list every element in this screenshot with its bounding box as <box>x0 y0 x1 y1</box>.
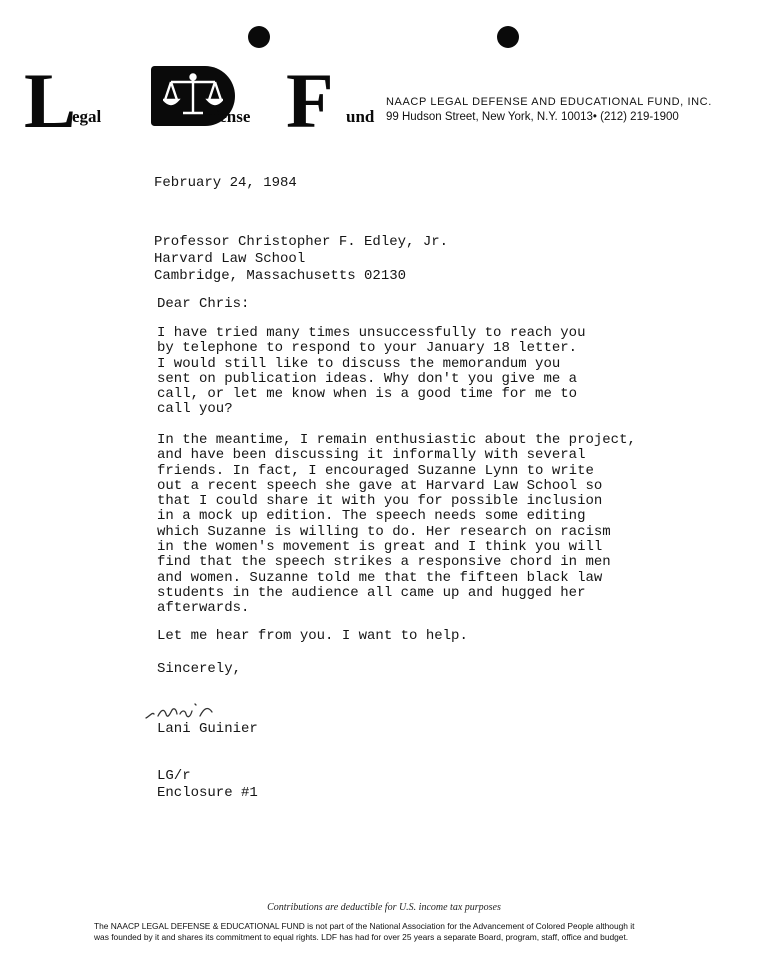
body-line: in a mock up edition. The speech needs some editing <box>157 508 586 525</box>
recipient-line: Cambridge, Massachusetts 02130 <box>154 268 407 284</box>
body-line: students in the audience all came up and hugged her <box>157 584 586 601</box>
body-paragraph-3 <box>157 629 468 644</box>
body-line: out a recent speech she gave at Harvard Law School so <box>157 477 603 494</box>
body-paragraph-2 <box>157 433 636 617</box>
reference-initials <box>157 768 258 802</box>
recipient-line: Harvard Law School <box>154 251 306 267</box>
logo-letter-l: L <box>24 57 77 144</box>
disclaimer-line: The NAACP LEGAL DEFENSE & EDUCATIONAL FUND is not part of the National Association for the Advancement of Colored People although it <box>94 921 635 931</box>
recipient-line: Professor Christopher F. Edley, Jr. <box>154 234 449 250</box>
org-name: NAACP LEGAL DEFENSE AND EDUCATIONAL FUND, INC. <box>386 96 712 108</box>
tax-deductible-note: Contributions are deductible for U.S. income tax purposes <box>267 902 501 913</box>
body-line: I would still like to discuss the memorandum you <box>157 355 561 372</box>
footer-disclaimer <box>94 921 714 942</box>
disclaimer-line: was founded by it and shares its commitment to equal rights. LDF has had for over 25 years a separate Board, program, staff, office and budget. <box>94 931 629 942</box>
body-line: and women. Suzanne told me that the fifteen black law <box>157 569 603 586</box>
body-line: Let me hear from you. I want to help. <box>157 628 468 644</box>
org-address: 99 Hudson Street, New York, N.Y. 10013• (212) 219-1900 <box>386 111 679 123</box>
typist-initials: LG/r <box>157 768 191 784</box>
letter-date: February 24, 1984 <box>154 175 297 191</box>
signer-name: Lani Guinier <box>157 721 258 737</box>
enclosure-note: Enclosure #1 <box>157 785 258 801</box>
salutation: Dear Chris: <box>157 296 250 312</box>
body-line: in the women's movement is great and I think you will <box>157 539 603 556</box>
body-line: call, or let me know when is a good time for me to <box>157 386 578 403</box>
logo-word-fund: und <box>346 107 375 126</box>
body-line: sent on publication ideas. Why don't you give me a <box>157 370 578 387</box>
ldf-logo <box>24 57 375 144</box>
body-line: I have tried many times unsuccessfully to reach you <box>157 325 586 341</box>
body-line: find that the speech strikes a responsive chord in men <box>157 554 611 571</box>
recipient-address <box>154 234 448 285</box>
body-paragraph-1 <box>157 326 585 418</box>
body-line: and have been discussing it informally with several <box>157 447 586 464</box>
body-line: afterwards. <box>157 600 250 617</box>
body-line: friends. In fact, I encouraged Suzanne Lynn to write <box>157 462 594 479</box>
body-line: which Suzanne is willing to do. Her research on racism <box>157 523 611 540</box>
body-line: that I could share it with you for possible inclusion <box>157 493 603 510</box>
punch-hole-left <box>248 26 270 48</box>
logo-word-legal: egal <box>72 107 102 126</box>
closing: Sincerely, <box>157 661 242 677</box>
punch-hole-right <box>497 26 519 48</box>
body-line: call you? <box>157 401 233 418</box>
logo-letter-f: F <box>286 57 334 144</box>
body-line: by telephone to respond to your January 18 letter. <box>157 340 578 357</box>
body-line: In the meantime, I remain enthusiastic about the project, <box>157 432 636 448</box>
logo-word-defense: efense <box>206 107 251 126</box>
